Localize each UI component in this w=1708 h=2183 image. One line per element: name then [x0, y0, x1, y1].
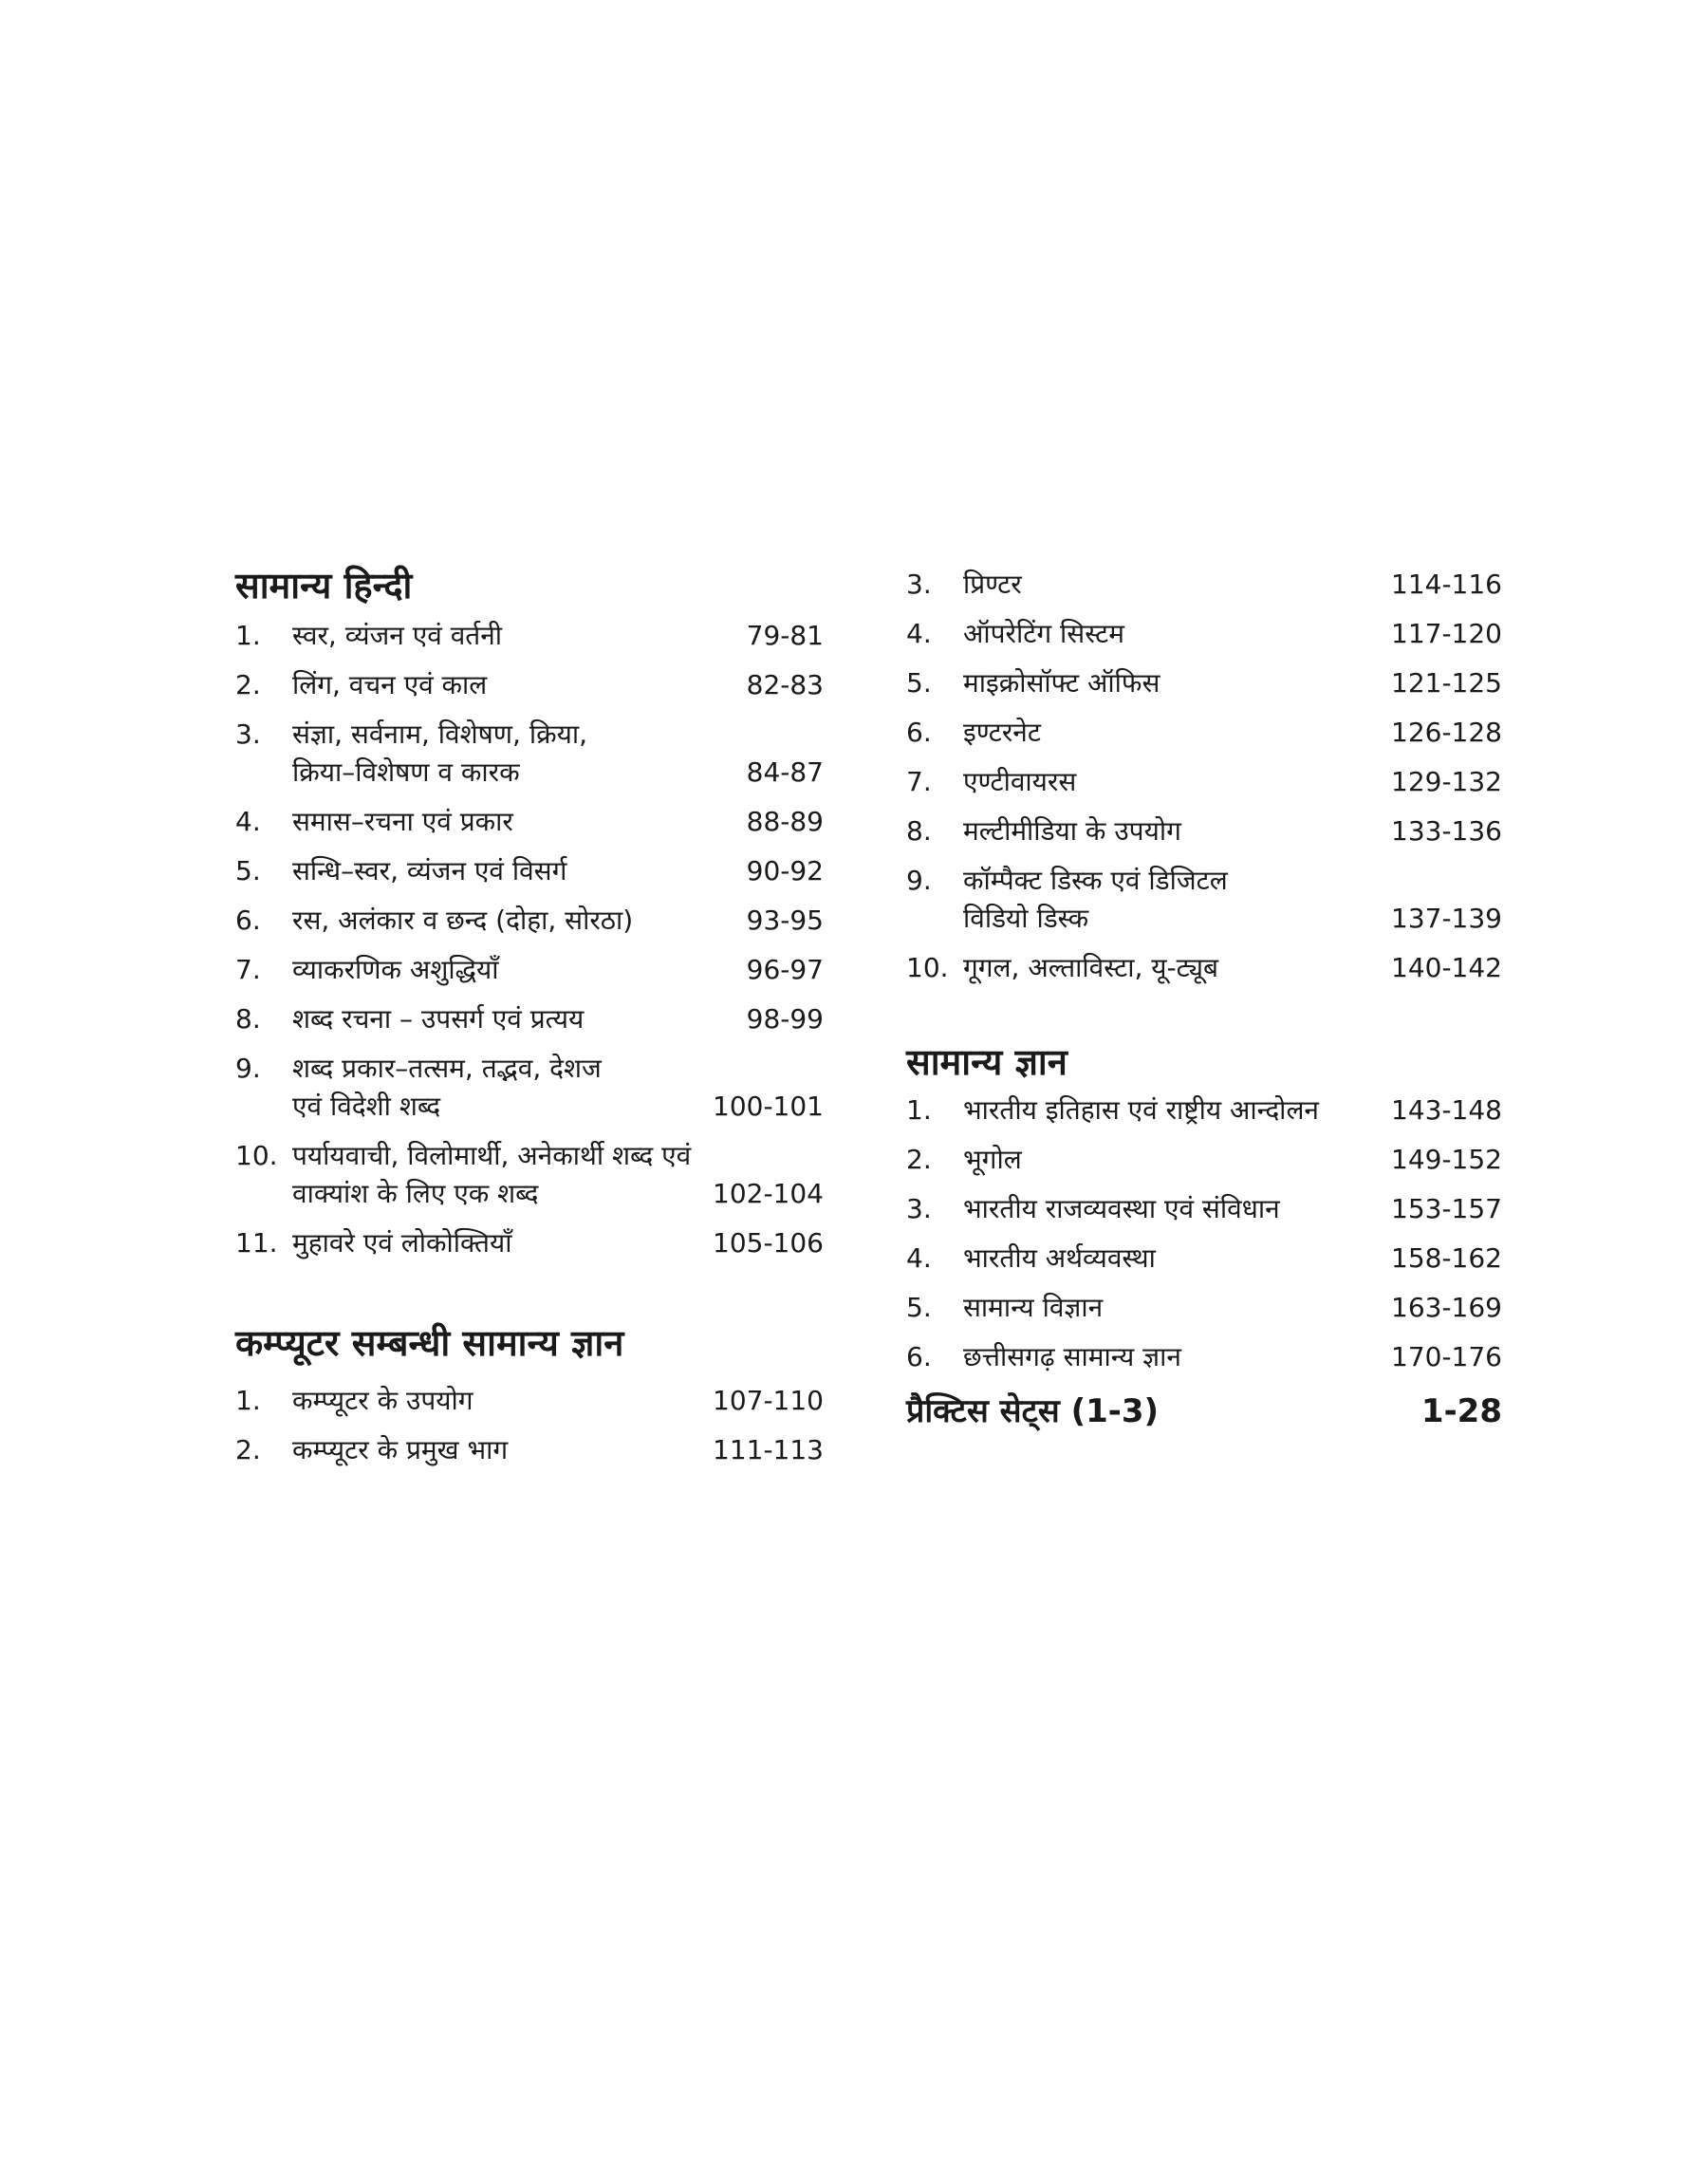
- entry-pages: 121-125: [1391, 667, 1502, 699]
- entry-pages: 105-106: [713, 1227, 824, 1259]
- toc-entry[interactable]: [906, 566, 1502, 604]
- entry-title: माइक्रोसॉफ्ट ऑफिस: [963, 667, 1160, 699]
- toc-entry[interactable]: [235, 1000, 824, 1038]
- toc-list-gk: [906, 1092, 1502, 1376]
- entry-pages: 93-95: [746, 905, 824, 936]
- entry-number: 7.: [235, 954, 261, 985]
- entry-title: भूगोल: [963, 1144, 1022, 1175]
- toc-entry[interactable]: [235, 902, 824, 940]
- entry-title: ऑपरेटिंग सिस्टम: [963, 618, 1124, 649]
- entry-title: मल्टीमीडिया के उपयोग: [963, 815, 1181, 847]
- entry-title: सामान्य विज्ञान: [963, 1292, 1104, 1323]
- section-spacer: [235, 1274, 824, 1317]
- entry-title: लिंग, वचन एवं काल: [292, 669, 488, 700]
- toc-entry[interactable]: [906, 664, 1502, 702]
- entry-title: छत्तीसगढ़ सामान्य ज्ञान: [963, 1341, 1181, 1372]
- entry-number: 10.: [235, 1140, 278, 1171]
- entry-pages: 143-148: [1391, 1094, 1502, 1126]
- toc-entry[interactable]: [235, 666, 824, 704]
- practice-sets-entry[interactable]: [906, 1388, 1502, 1435]
- entry-title: इण्टरनेट: [963, 717, 1041, 748]
- entry-title: कम्प्यूटर के प्रमुख भाग: [292, 1434, 509, 1465]
- entry-number: 4.: [906, 1242, 932, 1274]
- toc-entry[interactable]: [906, 1141, 1502, 1179]
- entry-title: पर्यायवाची, विलोमार्थी, अनेकार्थी शब्द एवं वाक्यांश के लिए एक शब्द: [292, 1140, 692, 1209]
- entry-number: 4.: [906, 618, 932, 649]
- toc-entry[interactable]: [906, 812, 1502, 850]
- entry-pages: 96-97: [746, 954, 824, 985]
- entry-title: मुहावरे एवं लोकोक्तियाँ: [292, 1227, 512, 1259]
- entry-number: 5.: [906, 1292, 932, 1323]
- section-title-computer-gk: कम्प्यूटर सम्बन्धी सामान्य ज्ञान: [235, 1322, 624, 1364]
- entry-pages: 129-132: [1391, 766, 1502, 797]
- entry-title: कॉम्पैक्ट डिस्क एवं डिजिटल विडियो डिस्क: [963, 865, 1228, 934]
- entry-title: एण्टीवायरस: [963, 766, 1077, 797]
- toc-entry[interactable]: [906, 1240, 1502, 1278]
- entry-pages: 170-176: [1391, 1341, 1502, 1372]
- practice-sets-pages: 1-28: [1420, 1392, 1502, 1430]
- entry-number: 10.: [906, 952, 949, 983]
- entry-pages: 114-116: [1391, 569, 1502, 600]
- entry-pages: 90-92: [746, 855, 824, 886]
- entry-number: 5.: [235, 855, 261, 886]
- entry-number: 11.: [235, 1227, 278, 1259]
- toc-entry[interactable]: [235, 1431, 824, 1469]
- entry-number: 2.: [235, 669, 261, 700]
- toc-entry[interactable]: [906, 1190, 1502, 1228]
- entry-title: स्वर, व्यंजन एवं वर्तनी: [292, 620, 503, 651]
- toc-entry[interactable]: [906, 862, 1502, 938]
- toc-entry[interactable]: [235, 951, 824, 989]
- entry-number: 3.: [906, 569, 932, 600]
- entry-title: शब्द रचना – उपसर्ग एवं प्रत्यय: [292, 1003, 585, 1035]
- left-column: [235, 560, 824, 1481]
- entry-pages: 111-113: [713, 1434, 824, 1465]
- entry-number: 3.: [906, 1193, 932, 1224]
- toc-list-hindi: [235, 617, 824, 1262]
- entry-number: 6.: [235, 905, 261, 936]
- toc-entry[interactable]: [906, 763, 1502, 801]
- entry-pages: 102-104: [713, 1178, 824, 1209]
- practice-sets-label: प्रैक्टिस सेट्स (1-3): [906, 1392, 1160, 1430]
- entry-title: प्रिण्टर: [963, 569, 1022, 600]
- toc-entry[interactable]: [235, 1137, 824, 1213]
- section-title-samanya-hindi: सामान्य हिन्दी: [235, 565, 413, 606]
- entry-number: 3.: [235, 718, 261, 750]
- entry-pages: 140-142: [1391, 952, 1502, 983]
- entry-title: भारतीय राजव्यवस्था एवं संविधान: [963, 1193, 1280, 1224]
- toc-entry[interactable]: [235, 803, 824, 841]
- entry-title: समास–रचना एवं प्रकार: [292, 806, 513, 837]
- entry-number: 5.: [906, 667, 932, 699]
- entry-title: संज्ञा, सर्वनाम, विशेषण, क्रिया, क्रिया–विशेषण व कारक: [292, 718, 587, 788]
- entry-number: 6.: [906, 1341, 932, 1372]
- entry-number: 6.: [906, 717, 932, 748]
- entry-number: 2.: [235, 1434, 261, 1465]
- entry-number: 9.: [235, 1053, 261, 1084]
- entry-title: गूगल, अल्ताविस्टा, यू-ट्यूब: [963, 952, 1219, 983]
- entry-pages: 153-157: [1391, 1193, 1502, 1224]
- entry-title: भारतीय अर्थव्यवस्था: [963, 1242, 1156, 1274]
- entry-pages: 88-89: [746, 806, 824, 837]
- entry-pages: 149-152: [1391, 1144, 1502, 1175]
- entry-number: 8.: [906, 815, 932, 847]
- entry-title: रस, अलंकार व छन्द (दोहा, सोरठा): [292, 905, 634, 936]
- section-title-samanya-gyan: सामान्य ज्ञान: [906, 1041, 1068, 1083]
- toc-entry[interactable]: [235, 852, 824, 890]
- toc-entry[interactable]: [906, 1289, 1502, 1327]
- entry-pages: 163-169: [1391, 1292, 1502, 1323]
- entry-pages: 126-128: [1391, 717, 1502, 748]
- toc-entry[interactable]: [906, 949, 1502, 987]
- toc-list-computer-continued: [906, 566, 1502, 987]
- entry-title: सन्धि–स्वर, व्यंजन एवं विसर्ग: [292, 855, 567, 886]
- entry-number: 1.: [906, 1094, 932, 1126]
- entry-title: कम्प्यूटर के उपयोग: [292, 1385, 473, 1416]
- right-column: [906, 566, 1502, 1435]
- entry-pages: 158-162: [1391, 1242, 1502, 1274]
- toc-entry[interactable]: [906, 714, 1502, 752]
- entry-pages: 107-110: [713, 1385, 824, 1416]
- entry-pages: 98-99: [746, 1003, 824, 1035]
- toc-entry[interactable]: [906, 1338, 1502, 1376]
- toc-entry[interactable]: [235, 1050, 824, 1126]
- entry-pages: 137-139: [1391, 903, 1502, 934]
- entry-number: 8.: [235, 1003, 261, 1035]
- toc-entry[interactable]: [906, 615, 1502, 653]
- toc-entry[interactable]: [235, 617, 824, 655]
- entry-pages: 84-87: [746, 756, 824, 788]
- entry-pages: 133-136: [1391, 815, 1502, 847]
- entry-pages: 79-81: [746, 620, 824, 651]
- entry-title: शब्द प्रकार–तत्सम, तद्भव, देशज एवं विदेशी शब्द: [292, 1053, 602, 1122]
- entry-pages: 82-83: [746, 669, 824, 700]
- entry-number: 4.: [235, 806, 261, 837]
- entry-number: 9.: [906, 865, 932, 896]
- toc-list-computer: [235, 1382, 824, 1469]
- entry-title: व्याकरणिक अशुद्धियाँ: [292, 954, 499, 985]
- entry-pages: 100-101: [713, 1091, 824, 1122]
- entry-number: 7.: [906, 766, 932, 797]
- entry-number: 1.: [235, 620, 261, 651]
- toc-entry[interactable]: [906, 1092, 1502, 1129]
- entry-number: 1.: [235, 1385, 261, 1416]
- toc-entry[interactable]: [235, 1382, 824, 1420]
- entry-pages: 117-120: [1391, 618, 1502, 649]
- toc-entry[interactable]: [235, 716, 824, 792]
- section-spacer: [906, 998, 1502, 1036]
- toc-entry[interactable]: [235, 1224, 824, 1262]
- entry-title: भारतीय इतिहास एवं राष्ट्रीय आन्दोलन: [963, 1094, 1319, 1126]
- entry-number: 2.: [906, 1144, 932, 1175]
